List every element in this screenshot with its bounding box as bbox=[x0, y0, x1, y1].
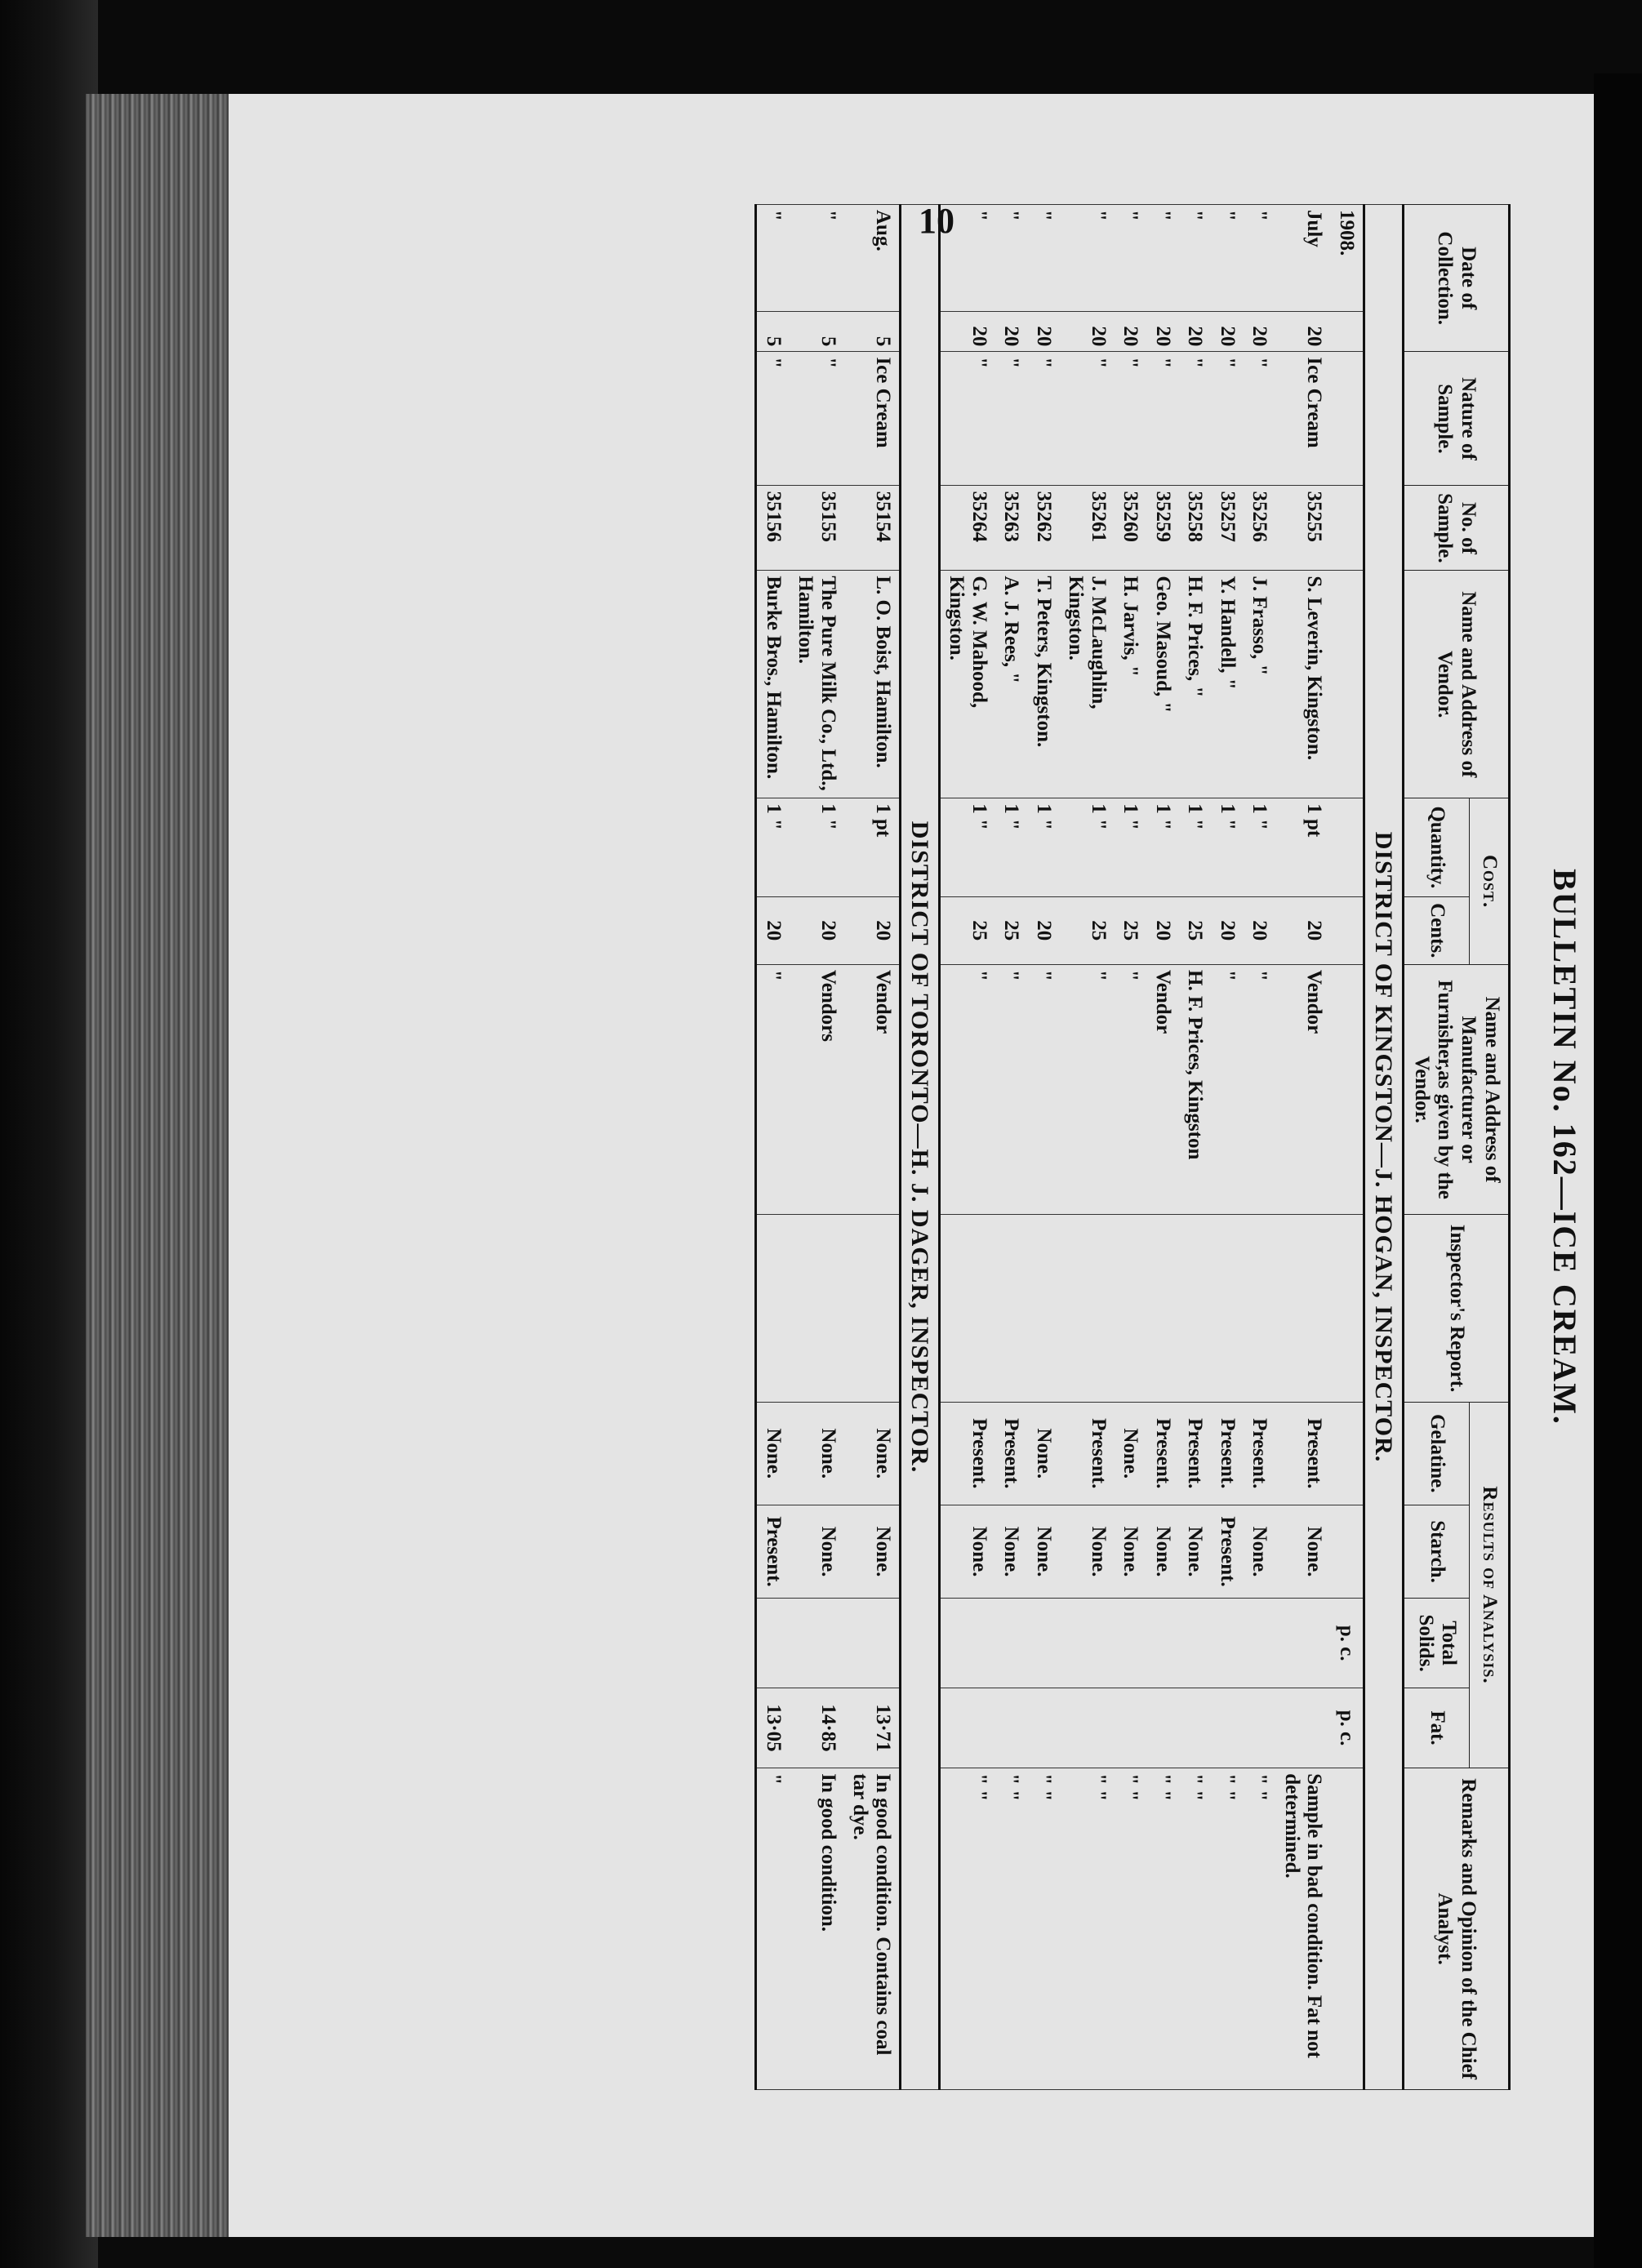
gelatine: None. bbox=[844, 1402, 901, 1505]
vendor-name: S. Leverin, Kingston. bbox=[1276, 571, 1331, 798]
inspector-report bbox=[1212, 1215, 1244, 1403]
total-solids bbox=[790, 1599, 844, 1688]
sample-number: 35156 bbox=[756, 486, 790, 571]
remarks: " " bbox=[940, 1768, 996, 2090]
cents: 20 bbox=[1147, 896, 1180, 965]
starch: None. bbox=[1244, 1505, 1276, 1599]
quantity: 1 " bbox=[790, 798, 844, 896]
starch: None. bbox=[1060, 1505, 1115, 1599]
fat bbox=[1179, 1688, 1212, 1768]
date-day: 20 bbox=[995, 312, 1028, 352]
bulletin-title: BULLETIN No. 162—ICE CREAM. bbox=[1546, 869, 1583, 1425]
table-row bbox=[1212, 205, 1244, 2090]
manufacturer: " bbox=[1115, 965, 1147, 1215]
district-title: DISTRICT OF TORONTO—H. J. DAGER, INSPECTOR. bbox=[901, 205, 940, 2090]
total-solids bbox=[756, 1599, 790, 1688]
table-row bbox=[790, 205, 844, 2090]
fat bbox=[1028, 1688, 1061, 1768]
inspector-report bbox=[995, 1215, 1028, 1403]
cents: 25 bbox=[1060, 896, 1115, 965]
date-month: " bbox=[1115, 205, 1147, 312]
gelatine: Present. bbox=[1276, 1402, 1331, 1505]
starch: None. bbox=[1276, 1505, 1331, 1599]
table-row bbox=[1147, 205, 1180, 2090]
sample-number: 35259 bbox=[1147, 486, 1180, 571]
table-row bbox=[1179, 205, 1212, 2090]
total-solids bbox=[1060, 1599, 1115, 1688]
scan-background-left bbox=[0, 0, 98, 2268]
vendor-name: J. McLaughlin, Kingston. bbox=[1060, 571, 1115, 798]
inspector-report bbox=[1276, 1215, 1331, 1403]
quantity: 1 " bbox=[1115, 798, 1147, 896]
cents: 20 bbox=[1212, 896, 1244, 965]
header-nature: Nature of Sample. bbox=[1404, 352, 1510, 486]
inspector-report bbox=[1060, 1215, 1115, 1403]
fat bbox=[1115, 1688, 1147, 1768]
total-solids bbox=[1179, 1599, 1212, 1688]
sample-nature: " bbox=[756, 352, 790, 486]
table-row bbox=[1244, 205, 1276, 2090]
kingston-rows bbox=[940, 205, 1331, 2090]
sample-number: 35257 bbox=[1212, 486, 1244, 571]
remarks: " " bbox=[995, 1768, 1028, 2090]
quantity: 1 pt bbox=[1276, 798, 1331, 896]
sample-number: 35262 bbox=[1028, 486, 1061, 571]
date-month: " bbox=[1244, 205, 1276, 312]
date-day: 20 bbox=[1028, 312, 1061, 352]
date-month: " bbox=[1147, 205, 1180, 312]
header-results: Results of Analysis. bbox=[1470, 1402, 1510, 1768]
vendor-name: T. Peters, Kingston. bbox=[1028, 571, 1061, 798]
quantity: 1 pt bbox=[844, 798, 901, 896]
quantity: 1 " bbox=[1028, 798, 1061, 896]
fat bbox=[1212, 1688, 1244, 1768]
fat bbox=[940, 1688, 996, 1768]
vendor-name: A. J. Rees, " bbox=[995, 571, 1028, 798]
year-label: 1908. bbox=[1331, 205, 1364, 312]
vendor-name: Burke Bros., Hamilton. bbox=[756, 571, 790, 798]
total-solids bbox=[1244, 1599, 1276, 1688]
sample-number: 35256 bbox=[1244, 486, 1276, 571]
sample-nature: " bbox=[995, 352, 1028, 486]
district-title: DISTRICT OF KINGSTON—J. HOGAN, INSPECTOR. bbox=[1364, 205, 1404, 2090]
gelatine: Present. bbox=[1147, 1402, 1180, 1505]
sample-nature: " bbox=[790, 352, 844, 486]
date-day: 20 bbox=[1115, 312, 1147, 352]
inspector-report bbox=[790, 1215, 844, 1403]
remarks: " " bbox=[1147, 1768, 1180, 2090]
sample-number: 35263 bbox=[995, 486, 1028, 571]
date-month: " bbox=[1028, 205, 1061, 312]
scan-background-right bbox=[1594, 73, 1642, 2268]
remarks: " " bbox=[1212, 1768, 1244, 2090]
date-day: 20 bbox=[1147, 312, 1180, 352]
year-row bbox=[1331, 205, 1364, 2090]
date-month: " bbox=[1060, 205, 1115, 312]
header-cost: Cost. bbox=[1470, 798, 1510, 965]
inspector-report bbox=[940, 1215, 996, 1403]
manufacturer: " bbox=[995, 965, 1028, 1215]
table-row bbox=[756, 205, 790, 2090]
date-month: " bbox=[1212, 205, 1244, 312]
unit-total-solids: p. c. bbox=[1331, 1599, 1364, 1688]
remarks: " " bbox=[1244, 1768, 1276, 2090]
table-row bbox=[940, 205, 996, 2090]
date-month: Aug. bbox=[844, 205, 901, 312]
cents: 20 bbox=[790, 896, 844, 965]
remarks: " " bbox=[1179, 1768, 1212, 2090]
page-number: 10 bbox=[919, 201, 954, 241]
vendor-name: H. Jarvis, " bbox=[1115, 571, 1147, 798]
date-month: " bbox=[790, 205, 844, 312]
date-day: 20 bbox=[1244, 312, 1276, 352]
fat: 13·71 bbox=[844, 1688, 901, 1768]
vendor-name: L. O. Boist, Hamilton. bbox=[844, 571, 901, 798]
remarks: " " bbox=[1028, 1768, 1061, 2090]
starch: None. bbox=[1028, 1505, 1061, 1599]
quantity: 1 " bbox=[1179, 798, 1212, 896]
total-solids bbox=[1147, 1599, 1180, 1688]
header-remarks: Remarks and Opinion of the Chief Analyst. bbox=[1404, 1768, 1510, 2090]
starch: Present. bbox=[1212, 1505, 1244, 1599]
starch: None. bbox=[790, 1505, 844, 1599]
gelatine: None. bbox=[756, 1402, 790, 1505]
header-vendor: Name and Address of Vendor. bbox=[1404, 571, 1510, 798]
remarks: " " bbox=[1115, 1768, 1147, 2090]
date-day: 5 bbox=[790, 312, 844, 352]
fat bbox=[1276, 1688, 1331, 1768]
date-month: " bbox=[940, 205, 996, 312]
sample-number: 35264 bbox=[940, 486, 996, 571]
header-cents: Cents. bbox=[1404, 896, 1470, 965]
header-manufacturer: Name and Address of Manufacturer or Furnisher,as given by the Vendor. bbox=[1404, 965, 1510, 1215]
book-page-edges bbox=[86, 94, 229, 2237]
sample-number: 35155 bbox=[790, 486, 844, 571]
manufacturer: " bbox=[940, 965, 996, 1215]
inspector-report bbox=[1028, 1215, 1061, 1403]
header-gelatine: Gelatine. bbox=[1404, 1402, 1470, 1505]
manufacturer: Vendor bbox=[1276, 965, 1331, 1215]
gelatine: None. bbox=[1028, 1402, 1061, 1505]
sample-nature: " bbox=[1147, 352, 1180, 486]
gelatine: Present. bbox=[940, 1402, 996, 1505]
gelatine: Present. bbox=[1212, 1402, 1244, 1505]
manufacturer: " bbox=[1244, 965, 1276, 1215]
inspector-report bbox=[1115, 1215, 1147, 1403]
table-row bbox=[1276, 205, 1331, 2090]
gelatine: Present. bbox=[1244, 1402, 1276, 1505]
total-solids bbox=[1276, 1599, 1331, 1688]
fat bbox=[1147, 1688, 1180, 1768]
date-day: 5 bbox=[756, 312, 790, 352]
table-row bbox=[1115, 205, 1147, 2090]
inspector-report bbox=[1147, 1215, 1180, 1403]
sample-number: 35255 bbox=[1276, 486, 1331, 571]
starch: None. bbox=[1115, 1505, 1147, 1599]
date-month: " bbox=[1179, 205, 1212, 312]
quantity: 1 " bbox=[995, 798, 1028, 896]
quantity: 1 " bbox=[1147, 798, 1180, 896]
gelatine: None. bbox=[1115, 1402, 1147, 1505]
sample-nature: Ice Cream bbox=[1276, 352, 1331, 486]
starch: None. bbox=[1147, 1505, 1180, 1599]
remarks: Sample in bad condition. Fat not determined. bbox=[1276, 1768, 1331, 2090]
table-row bbox=[1028, 205, 1061, 2090]
district-kingston bbox=[1364, 205, 1404, 2090]
vendor-name: Y. Handell, " bbox=[1212, 571, 1244, 798]
sample-nature: " bbox=[1244, 352, 1276, 486]
quantity: 1 " bbox=[1244, 798, 1276, 896]
header-quantity: Quantity. bbox=[1404, 798, 1470, 896]
sample-number: 35258 bbox=[1179, 486, 1212, 571]
rotated-table-region bbox=[400, 188, 1584, 2106]
manufacturer: H. F. Prices, Kingston bbox=[1179, 965, 1212, 1215]
cents: 25 bbox=[995, 896, 1028, 965]
fat bbox=[995, 1688, 1028, 1768]
date-day: 20 bbox=[1060, 312, 1115, 352]
vendor-name: G. W. Mahood, Kingston. bbox=[940, 571, 996, 798]
cents: 20 bbox=[844, 896, 901, 965]
vendor-name: J. Frasso, " bbox=[1244, 571, 1276, 798]
cents: 20 bbox=[1028, 896, 1061, 965]
total-solids bbox=[940, 1599, 996, 1688]
total-solids bbox=[1212, 1599, 1244, 1688]
header-date: Date of Collection. bbox=[1404, 205, 1510, 352]
header-starch: Starch. bbox=[1404, 1505, 1470, 1599]
sample-nature: " bbox=[1179, 352, 1212, 486]
sample-number: 35260 bbox=[1115, 486, 1147, 571]
cents: 20 bbox=[1244, 896, 1276, 965]
fat: 13·05 bbox=[756, 1688, 790, 1768]
date-day: 20 bbox=[1212, 312, 1244, 352]
vendor-name: H. F. Prices, " bbox=[1179, 571, 1212, 798]
manufacturer: Vendor bbox=[844, 965, 901, 1215]
starch: Present. bbox=[756, 1505, 790, 1599]
table-row bbox=[995, 205, 1028, 2090]
manufacturer: " bbox=[756, 965, 790, 1215]
toronto-rows bbox=[756, 205, 901, 2090]
remarks: " bbox=[756, 1768, 790, 2090]
starch: None. bbox=[940, 1505, 996, 1599]
manufacturer: Vendors bbox=[790, 965, 844, 1215]
inspector-report bbox=[1179, 1215, 1212, 1403]
header-inspector: Inspector's Report. bbox=[1404, 1215, 1510, 1403]
cents: 20 bbox=[756, 896, 790, 965]
unit-fat: p. c. bbox=[1331, 1688, 1364, 1768]
date-month: July bbox=[1276, 205, 1331, 312]
inspector-report bbox=[756, 1215, 790, 1403]
cents: 25 bbox=[1179, 896, 1212, 965]
sample-nature: Ice Cream bbox=[844, 352, 901, 486]
vendor-name: The Pure Milk Co., Ltd., Hamilton. bbox=[790, 571, 844, 798]
total-solids bbox=[1115, 1599, 1147, 1688]
inspector-report bbox=[1244, 1215, 1276, 1403]
manufacturer: " bbox=[1028, 965, 1061, 1215]
total-solids bbox=[995, 1599, 1028, 1688]
remarks: In good condition. bbox=[790, 1768, 844, 2090]
fat bbox=[1060, 1688, 1115, 1768]
gelatine: Present. bbox=[1060, 1402, 1115, 1505]
starch: None. bbox=[1179, 1505, 1212, 1599]
inspector-report bbox=[844, 1215, 901, 1403]
gelatine: Present. bbox=[1179, 1402, 1212, 1505]
manufacturer: " bbox=[1212, 965, 1244, 1215]
remarks: In good condition. Contains coal tar dye. bbox=[844, 1768, 901, 2090]
date-month: " bbox=[756, 205, 790, 312]
vendor-name: Geo. Masoud, " bbox=[1147, 571, 1180, 798]
total-solids bbox=[1028, 1599, 1061, 1688]
sample-nature: " bbox=[940, 352, 996, 486]
date-day: 20 bbox=[940, 312, 996, 352]
date-day: 20 bbox=[1276, 312, 1331, 352]
sample-number: 35154 bbox=[844, 486, 901, 571]
date-day: 20 bbox=[1179, 312, 1212, 352]
cents: 20 bbox=[1276, 896, 1331, 965]
quantity: 1 " bbox=[1212, 798, 1244, 896]
sample-nature: " bbox=[1212, 352, 1244, 486]
header-no: No. of Sample. bbox=[1404, 486, 1510, 571]
cents: 25 bbox=[940, 896, 996, 965]
table-row bbox=[1060, 205, 1115, 2090]
sample-nature: " bbox=[1115, 352, 1147, 486]
district-toronto bbox=[901, 205, 940, 2090]
starch: None. bbox=[995, 1505, 1028, 1599]
fat bbox=[1244, 1688, 1276, 1768]
manufacturer: Vendor bbox=[1147, 965, 1180, 1215]
gelatine: None. bbox=[790, 1402, 844, 1505]
date-day: 5 bbox=[844, 312, 901, 352]
fat: 14·85 bbox=[790, 1688, 844, 1768]
sample-number: 35261 bbox=[1060, 486, 1115, 571]
manufacturer: " bbox=[1060, 965, 1115, 1215]
date-month: " bbox=[995, 205, 1028, 312]
scan-background-top bbox=[86, 0, 1642, 94]
quantity: 1 " bbox=[1060, 798, 1115, 896]
table-row bbox=[844, 205, 901, 2090]
starch: None. bbox=[844, 1505, 901, 1599]
sample-nature: " bbox=[1028, 352, 1061, 486]
cents: 25 bbox=[1115, 896, 1147, 965]
header-fat: Fat. bbox=[1404, 1688, 1470, 1768]
ice-cream-table bbox=[755, 204, 1511, 2090]
quantity: 1 " bbox=[756, 798, 790, 896]
quantity: 1 " bbox=[940, 798, 996, 896]
remarks: " " bbox=[1060, 1768, 1115, 2090]
gelatine: Present. bbox=[995, 1402, 1028, 1505]
header-total-solids: Total Solids. bbox=[1404, 1599, 1470, 1688]
total-solids bbox=[844, 1599, 901, 1688]
sample-nature: " bbox=[1060, 352, 1115, 486]
